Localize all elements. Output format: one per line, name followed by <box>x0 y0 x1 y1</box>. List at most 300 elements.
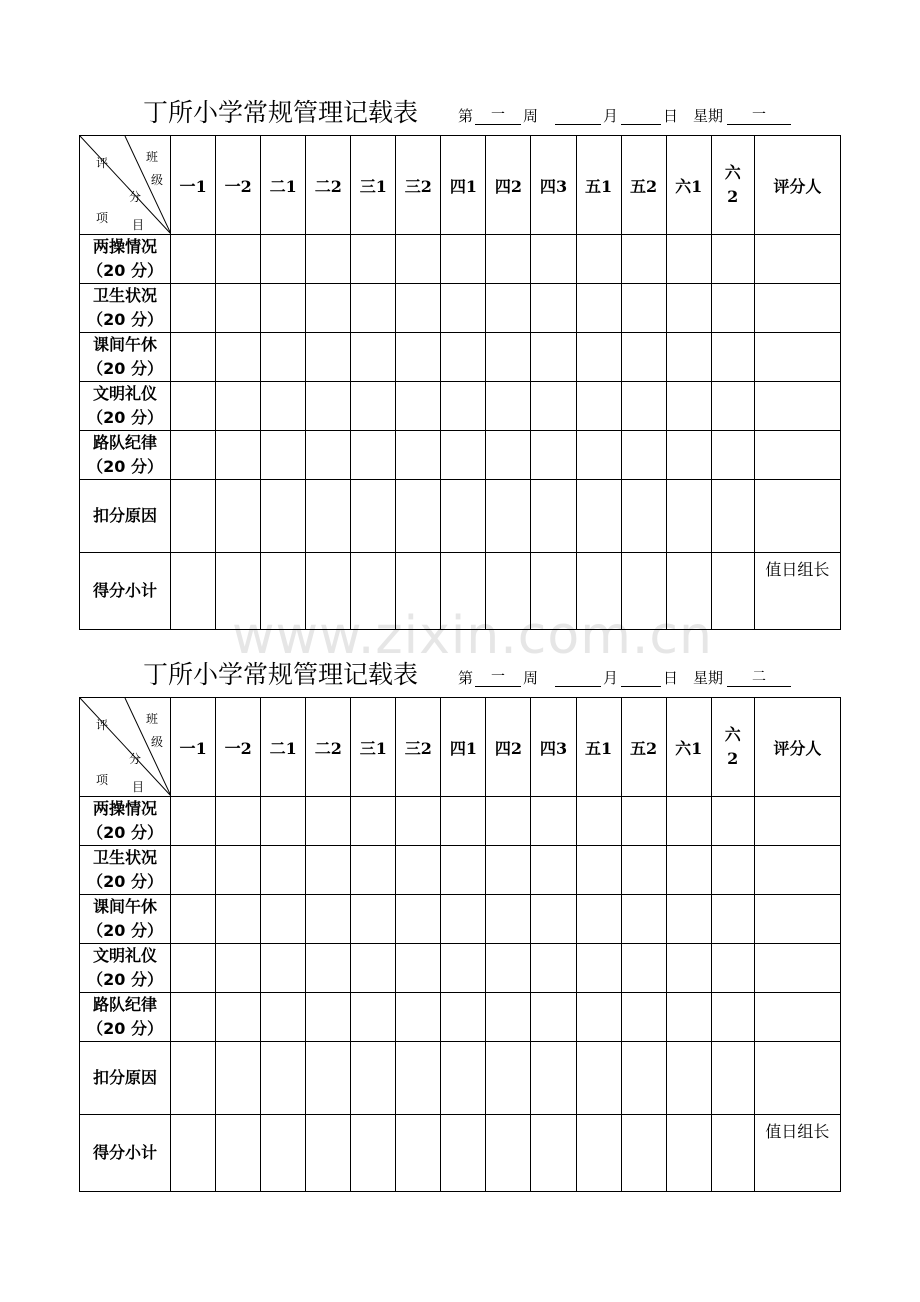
score-cell[interactable] <box>576 333 621 382</box>
score-cell[interactable] <box>351 846 396 895</box>
score-cell[interactable] <box>711 382 754 431</box>
score-cell[interactable] <box>531 895 576 944</box>
score-cell[interactable] <box>216 431 261 480</box>
diagonal-header-cell <box>80 136 171 235</box>
score-cell[interactable] <box>396 944 441 993</box>
day-field[interactable] <box>621 668 661 687</box>
score-cell[interactable] <box>531 431 576 480</box>
class-header-7 <box>441 698 486 797</box>
corner-label-ji: 级 <box>151 173 164 187</box>
total-cell[interactable] <box>396 553 441 630</box>
class-header-1 <box>171 698 216 797</box>
item-label <box>80 993 171 1042</box>
score-cell[interactable] <box>666 895 711 944</box>
score-cell[interactable] <box>754 235 840 284</box>
week-prefix: 第 <box>458 107 474 125</box>
score-cell[interactable] <box>486 235 531 284</box>
score-cell[interactable] <box>754 284 840 333</box>
item-row <box>80 382 841 431</box>
title-row <box>79 658 841 696</box>
class-grade: 六 <box>724 725 741 744</box>
score-cell[interactable] <box>396 284 441 333</box>
score-cell[interactable] <box>576 797 621 846</box>
score-cell[interactable] <box>486 797 531 846</box>
score-cell[interactable] <box>216 333 261 382</box>
score-cell[interactable] <box>486 846 531 895</box>
class-number: 2 <box>727 749 739 768</box>
corner-label-ping: 评 <box>96 718 109 732</box>
weekday-field[interactable]: 二 <box>727 668 791 687</box>
total-cell[interactable] <box>621 553 666 630</box>
score-cell[interactable] <box>576 993 621 1042</box>
class-number: 2 <box>420 738 432 758</box>
score-cell[interactable] <box>396 235 441 284</box>
score-cell[interactable] <box>441 382 486 431</box>
score-cell[interactable] <box>216 895 261 944</box>
score-cell[interactable] <box>666 431 711 480</box>
score-cell[interactable] <box>576 284 621 333</box>
score-cell[interactable] <box>531 333 576 382</box>
score-cell[interactable] <box>486 944 531 993</box>
score-cell[interactable] <box>396 797 441 846</box>
total-cell[interactable] <box>666 1115 711 1192</box>
score-cell[interactable] <box>306 382 351 431</box>
class-header-5 <box>351 136 396 235</box>
form-sheet-2 <box>79 658 841 1162</box>
month-field[interactable] <box>555 106 601 125</box>
score-cell[interactable] <box>171 382 216 431</box>
reason-cell[interactable] <box>754 1042 840 1115</box>
score-cell[interactable] <box>621 895 666 944</box>
reason-cell[interactable] <box>576 1042 621 1115</box>
class-number: 2 <box>330 738 342 758</box>
score-cell[interactable] <box>441 846 486 895</box>
score-cell[interactable] <box>216 284 261 333</box>
class-header-7 <box>441 136 486 235</box>
score-cell[interactable] <box>441 797 486 846</box>
reason-cell[interactable] <box>396 1042 441 1115</box>
class-number: 1 <box>465 176 477 196</box>
class-number: 1 <box>285 176 297 196</box>
month-suffix: 月 <box>603 669 619 687</box>
item-points: （20 分） <box>87 408 163 427</box>
total-cell[interactable] <box>486 553 531 630</box>
score-cell[interactable] <box>351 944 396 993</box>
score-cell[interactable] <box>576 895 621 944</box>
score-cell[interactable] <box>171 944 216 993</box>
total-cell[interactable] <box>351 1115 396 1192</box>
score-cell[interactable] <box>754 382 840 431</box>
score-cell[interactable] <box>351 333 396 382</box>
score-cell[interactable] <box>754 993 840 1042</box>
score-cell[interactable] <box>621 431 666 480</box>
scorer-header: 评分人 <box>754 698 840 797</box>
day-field[interactable] <box>621 106 661 125</box>
total-cell[interactable] <box>486 1115 531 1192</box>
reason-cell[interactable] <box>666 480 711 553</box>
score-cell[interactable] <box>666 284 711 333</box>
class-number: 2 <box>240 176 252 196</box>
total-cell[interactable] <box>351 553 396 630</box>
score-cell[interactable] <box>621 944 666 993</box>
total-cell[interactable] <box>216 553 261 630</box>
score-cell[interactable] <box>754 895 840 944</box>
score-cell[interactable] <box>351 235 396 284</box>
reason-cell[interactable] <box>621 480 666 553</box>
score-cell[interactable] <box>351 993 396 1042</box>
reason-cell[interactable] <box>441 480 486 553</box>
class-number: 1 <box>600 176 613 196</box>
score-cell[interactable] <box>666 235 711 284</box>
class-header-2 <box>216 698 261 797</box>
score-cell[interactable] <box>441 431 486 480</box>
form-title: 丁所小学常规管理记载表 <box>143 98 419 127</box>
score-cell[interactable] <box>666 993 711 1042</box>
corner-label-xiang: 项 <box>96 773 109 787</box>
score-cell[interactable] <box>261 431 306 480</box>
score-cell[interactable] <box>306 284 351 333</box>
score-cell[interactable] <box>171 993 216 1042</box>
month-field[interactable] <box>555 668 601 687</box>
score-cell[interactable] <box>711 333 754 382</box>
class-grade: 四 <box>539 176 556 196</box>
reason-cell[interactable] <box>711 1042 754 1115</box>
class-header-13 <box>711 136 754 235</box>
reason-row <box>80 480 841 553</box>
item-label <box>80 944 171 993</box>
corner-label-mu: 目 <box>132 780 145 794</box>
score-cell[interactable] <box>666 333 711 382</box>
score-cell[interactable] <box>531 797 576 846</box>
score-cell[interactable] <box>306 235 351 284</box>
score-cell[interactable] <box>441 895 486 944</box>
score-cell[interactable] <box>666 944 711 993</box>
score-cell[interactable] <box>711 993 754 1042</box>
score-cell[interactable] <box>531 944 576 993</box>
item-row <box>80 993 841 1042</box>
item-label <box>80 333 171 382</box>
total-cell[interactable] <box>576 553 621 630</box>
class-header-2 <box>216 136 261 235</box>
score-cell[interactable] <box>396 382 441 431</box>
week-suffix: 周 <box>523 107 539 125</box>
total-cell[interactable] <box>531 1115 576 1192</box>
class-grade: 二 <box>314 176 331 196</box>
score-cell[interactable] <box>351 284 396 333</box>
score-cell[interactable] <box>351 895 396 944</box>
score-cell[interactable] <box>261 846 306 895</box>
class-header-8 <box>486 136 531 235</box>
score-cell[interactable] <box>666 382 711 431</box>
item-points: （20 分） <box>87 823 163 842</box>
reason-cell[interactable] <box>396 480 441 553</box>
score-cell[interactable] <box>621 333 666 382</box>
item-row <box>80 944 841 993</box>
class-number: 1 <box>465 738 477 758</box>
score-cell[interactable] <box>216 797 261 846</box>
class-grade: 六 <box>724 163 741 182</box>
score-cell[interactable] <box>711 895 754 944</box>
score-cell[interactable] <box>171 431 216 480</box>
score-cell[interactable] <box>396 895 441 944</box>
corner-label-fen: 分 <box>129 190 142 204</box>
score-cell[interactable] <box>621 797 666 846</box>
score-cell[interactable] <box>576 382 621 431</box>
day-suffix: 日 <box>663 669 679 687</box>
score-cell[interactable] <box>216 382 261 431</box>
reason-cell[interactable] <box>306 480 351 553</box>
score-cell[interactable] <box>754 333 840 382</box>
total-cell[interactable] <box>576 1115 621 1192</box>
corner-label-mu: 目 <box>132 218 145 232</box>
total-cell[interactable] <box>441 553 486 630</box>
score-cell[interactable] <box>711 944 754 993</box>
reason-cell[interactable] <box>441 1042 486 1115</box>
score-cell[interactable] <box>621 846 666 895</box>
score-cell[interactable] <box>711 284 754 333</box>
score-cell[interactable] <box>306 993 351 1042</box>
class-grade: 三 <box>359 176 376 196</box>
total-cell[interactable] <box>666 553 711 630</box>
class-number: 2 <box>646 738 658 758</box>
score-cell[interactable] <box>576 846 621 895</box>
score-cell[interactable] <box>621 993 666 1042</box>
score-cell[interactable] <box>486 895 531 944</box>
score-cell[interactable] <box>171 235 216 284</box>
score-cell[interactable] <box>306 797 351 846</box>
score-cell[interactable] <box>306 895 351 944</box>
total-cell[interactable] <box>621 1115 666 1192</box>
score-cell[interactable] <box>306 846 351 895</box>
score-cell[interactable] <box>486 431 531 480</box>
total-cell[interactable] <box>261 553 306 630</box>
form-title: 丁所小学常规管理记载表 <box>143 660 419 689</box>
reason-cell[interactable] <box>351 480 396 553</box>
item-row <box>80 333 841 382</box>
score-cell[interactable] <box>396 333 441 382</box>
item-name: 卫生状况 <box>93 848 158 867</box>
score-cell[interactable] <box>261 284 306 333</box>
score-cell[interactable] <box>486 382 531 431</box>
total-cell[interactable] <box>171 553 216 630</box>
week-field[interactable]: 一 <box>475 106 521 125</box>
score-cell[interactable] <box>621 284 666 333</box>
score-cell[interactable] <box>261 333 306 382</box>
score-cell[interactable] <box>216 993 261 1042</box>
class-number: 2 <box>727 187 739 206</box>
score-cell[interactable] <box>711 431 754 480</box>
class-header-1 <box>171 136 216 235</box>
score-cell[interactable] <box>711 235 754 284</box>
total-cell[interactable] <box>216 1115 261 1192</box>
class-grade: 三 <box>359 738 376 758</box>
total-cell[interactable] <box>306 1115 351 1192</box>
item-label <box>80 895 171 944</box>
reason-cell[interactable] <box>261 1042 306 1115</box>
record-table <box>79 135 841 630</box>
form-sheet-1 <box>79 96 841 600</box>
reason-cell[interactable] <box>486 1042 531 1115</box>
class-header-6 <box>396 698 441 797</box>
header-row <box>80 136 841 235</box>
class-number: 3 <box>555 176 568 196</box>
score-cell[interactable] <box>576 431 621 480</box>
corner-label-ji: 级 <box>151 735 164 749</box>
weekday-prefix: 星期 <box>693 107 724 125</box>
reason-cell[interactable] <box>216 480 261 553</box>
score-cell[interactable] <box>531 235 576 284</box>
score-cell[interactable] <box>754 431 840 480</box>
reason-label: 扣分原因 <box>80 1042 171 1115</box>
duty-leader-label: 值日组长 <box>754 553 840 630</box>
reason-cell[interactable] <box>531 480 576 553</box>
item-row <box>80 431 841 480</box>
score-cell[interactable] <box>351 431 396 480</box>
class-number: 2 <box>510 738 523 758</box>
score-cell[interactable] <box>171 846 216 895</box>
score-cell[interactable] <box>261 382 306 431</box>
reason-cell[interactable] <box>306 1042 351 1115</box>
item-name: 两操情况 <box>93 799 158 818</box>
corner-label-xiang: 项 <box>96 211 109 225</box>
score-cell[interactable] <box>171 797 216 846</box>
total-cell[interactable] <box>171 1115 216 1192</box>
item-points: （20 分） <box>87 970 163 989</box>
total-cell[interactable] <box>531 553 576 630</box>
score-cell[interactable] <box>531 382 576 431</box>
item-points: （20 分） <box>87 359 163 378</box>
score-cell[interactable] <box>261 944 306 993</box>
score-cell[interactable] <box>396 846 441 895</box>
score-cell[interactable] <box>216 235 261 284</box>
score-cell[interactable] <box>711 797 754 846</box>
reason-cell[interactable] <box>711 480 754 553</box>
score-cell[interactable] <box>261 895 306 944</box>
score-cell[interactable] <box>396 993 441 1042</box>
score-cell[interactable] <box>711 846 754 895</box>
item-name: 路队纪律 <box>93 995 158 1014</box>
total-cell[interactable] <box>711 1115 754 1192</box>
class-number: 2 <box>510 176 523 196</box>
score-cell[interactable] <box>621 235 666 284</box>
week-field[interactable]: 一 <box>475 668 521 687</box>
score-cell[interactable] <box>216 944 261 993</box>
corner-label-ban: 班 <box>146 150 159 164</box>
reason-cell[interactable] <box>351 1042 396 1115</box>
total-cell[interactable] <box>261 1115 306 1192</box>
week-suffix: 周 <box>523 669 539 687</box>
score-cell[interactable] <box>261 235 306 284</box>
score-cell[interactable] <box>171 284 216 333</box>
total-cell[interactable] <box>396 1115 441 1192</box>
total-cell[interactable] <box>711 553 754 630</box>
week-prefix: 第 <box>458 669 474 687</box>
total-cell[interactable] <box>306 553 351 630</box>
score-cell[interactable] <box>531 284 576 333</box>
class-grade: 五 <box>630 176 647 196</box>
class-grade: 六 <box>675 738 692 758</box>
score-cell[interactable] <box>306 944 351 993</box>
class-number: 1 <box>375 738 387 758</box>
weekday-prefix: 星期 <box>693 669 724 687</box>
scorer-header: 评分人 <box>754 136 840 235</box>
class-number: 1 <box>375 176 387 196</box>
score-cell[interactable] <box>576 235 621 284</box>
watermark: www.zixin.com.cn <box>232 606 713 666</box>
total-row <box>80 553 841 630</box>
score-cell[interactable] <box>261 797 306 846</box>
class-grade: 二 <box>314 738 331 758</box>
item-name: 两操情况 <box>93 237 158 256</box>
score-cell[interactable] <box>216 846 261 895</box>
score-cell[interactable] <box>261 993 306 1042</box>
score-cell[interactable] <box>666 846 711 895</box>
total-cell[interactable] <box>441 1115 486 1192</box>
reason-cell[interactable] <box>261 480 306 553</box>
score-cell[interactable] <box>441 284 486 333</box>
score-cell[interactable] <box>441 944 486 993</box>
score-cell[interactable] <box>351 382 396 431</box>
score-cell[interactable] <box>486 993 531 1042</box>
item-points: （20 分） <box>87 921 163 940</box>
class-grade: 一 <box>179 176 196 196</box>
item-label <box>80 797 171 846</box>
score-cell[interactable] <box>486 333 531 382</box>
reason-cell[interactable] <box>171 480 216 553</box>
score-cell[interactable] <box>306 333 351 382</box>
score-cell[interactable] <box>531 993 576 1042</box>
score-cell[interactable] <box>486 284 531 333</box>
item-name: 课间午休 <box>93 897 158 916</box>
reason-cell[interactable] <box>171 1042 216 1115</box>
score-cell[interactable] <box>351 797 396 846</box>
item-label <box>80 284 171 333</box>
score-cell[interactable] <box>441 235 486 284</box>
score-cell[interactable] <box>171 333 216 382</box>
reason-label: 扣分原因 <box>80 480 171 553</box>
item-row <box>80 895 841 944</box>
class-header-5 <box>351 698 396 797</box>
reason-cell[interactable] <box>486 480 531 553</box>
score-cell[interactable] <box>396 431 441 480</box>
score-cell[interactable] <box>306 431 351 480</box>
class-number: 1 <box>600 738 613 758</box>
class-header-12 <box>666 136 711 235</box>
class-number: 1 <box>691 176 703 196</box>
reason-cell[interactable] <box>754 480 840 553</box>
class-header-9 <box>531 698 576 797</box>
score-cell[interactable] <box>666 797 711 846</box>
score-cell[interactable] <box>531 846 576 895</box>
score-cell[interactable] <box>171 895 216 944</box>
item-label <box>80 431 171 480</box>
reason-cell[interactable] <box>666 1042 711 1115</box>
item-label <box>80 235 171 284</box>
weekday-field[interactable]: 一 <box>727 106 791 125</box>
score-cell[interactable] <box>621 382 666 431</box>
reason-cell[interactable] <box>216 1042 261 1115</box>
score-cell[interactable] <box>754 846 840 895</box>
score-cell[interactable] <box>441 333 486 382</box>
reason-cell[interactable] <box>531 1042 576 1115</box>
score-cell[interactable] <box>754 797 840 846</box>
reason-cell[interactable] <box>576 480 621 553</box>
class-header-13 <box>711 698 754 797</box>
reason-cell[interactable] <box>621 1042 666 1115</box>
score-cell[interactable] <box>441 993 486 1042</box>
score-cell[interactable] <box>754 944 840 993</box>
score-cell[interactable] <box>576 944 621 993</box>
